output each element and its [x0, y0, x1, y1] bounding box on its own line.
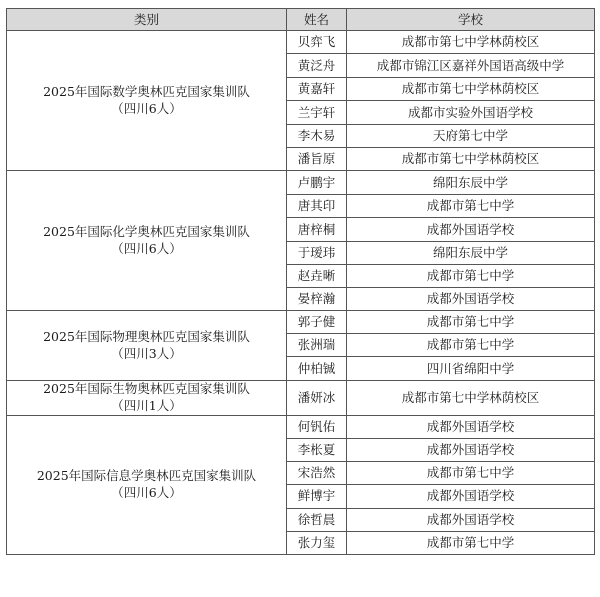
student-name-cell: 徐哲晨 — [287, 508, 347, 531]
category-title: 2025年国际信息学奥林匹克国家集训队 — [36, 467, 257, 483]
school-cell: 成都市第七中学 — [347, 265, 595, 288]
school-cell: 成都市第七中学 — [347, 195, 595, 218]
school-cell: 成都外国语学校 — [347, 415, 595, 438]
school-cell: 成都市第七中学 — [347, 461, 595, 484]
training-team-roster-table — [6, 8, 595, 555]
student-name-cell: 晏梓瀚 — [287, 288, 347, 311]
student-name-cell: 唐梓桐 — [287, 218, 347, 242]
category-count-note: （四川1人） — [111, 397, 182, 413]
table-row — [7, 381, 595, 416]
school-cell: 成都外国语学校 — [347, 484, 595, 508]
category-cell — [7, 171, 287, 311]
header-school: 学校 — [347, 9, 595, 31]
category-cell — [7, 311, 287, 381]
student-name-cell: 黄泛舟 — [287, 54, 347, 78]
header-category: 类别 — [7, 9, 287, 31]
school-cell: 成都市锦江区嘉祥外国语高级中学 — [347, 54, 595, 78]
school-cell: 成都外国语学校 — [347, 508, 595, 531]
student-name-cell: 潘旨原 — [287, 148, 347, 171]
category-title: 2025年国际化学奥林匹克国家集训队 — [43, 223, 250, 239]
student-name-cell: 卢鹏宇 — [287, 171, 347, 195]
student-name-cell: 张洲瑞 — [287, 334, 347, 357]
category-cell — [7, 381, 287, 416]
school-cell: 成都市第七中学林荫校区 — [347, 78, 595, 101]
student-name-cell: 赵垚晰 — [287, 265, 347, 288]
category-count-note: （四川6人） — [111, 100, 182, 116]
student-name-cell: 唐其印 — [287, 195, 347, 218]
student-name-cell: 兰宇轩 — [287, 101, 347, 125]
roster-body — [7, 31, 595, 555]
student-name-cell: 郭子健 — [287, 311, 347, 334]
header-name: 姓名 — [287, 9, 347, 31]
student-name-cell: 鲜博宇 — [287, 484, 347, 508]
table-row — [7, 171, 595, 195]
school-cell: 成都市第七中学 — [347, 311, 595, 334]
student-name-cell: 黄嘉轩 — [287, 78, 347, 101]
school-cell: 成都外国语学校 — [347, 438, 595, 461]
student-name-cell: 贝弈飞 — [287, 31, 347, 54]
category-title: 2025年国际数学奥林匹克国家集训队 — [43, 83, 250, 99]
category-cell — [7, 415, 287, 554]
student-name-cell: 仲柏铖 — [287, 357, 347, 381]
table-row — [7, 31, 595, 54]
school-cell: 成都市第七中学 — [347, 334, 595, 357]
school-cell: 成都市第七中学林荫校区 — [347, 381, 595, 416]
category-cell — [7, 31, 287, 171]
table-row — [7, 415, 595, 438]
school-cell: 四川省绵阳中学 — [347, 357, 595, 381]
school-cell: 成都市第七中学林荫校区 — [347, 31, 595, 54]
header-row — [7, 9, 595, 31]
student-name-cell: 张力玺 — [287, 531, 347, 554]
category-count-note: （四川6人） — [111, 484, 182, 500]
roster-table-container — [6, 8, 594, 555]
school-cell: 成都市第七中学 — [347, 531, 595, 554]
school-cell: 成都外国语学校 — [347, 218, 595, 242]
table-row — [7, 311, 595, 334]
student-name-cell: 何钒佑 — [287, 415, 347, 438]
school-cell: 成都外国语学校 — [347, 288, 595, 311]
school-cell: 成都市实验外国语学校 — [347, 101, 595, 125]
school-cell: 绵阳东辰中学 — [347, 242, 595, 265]
school-cell: 天府第七中学 — [347, 125, 595, 148]
student-name-cell: 于瑷玮 — [287, 242, 347, 265]
category-count-note: （四川3人） — [111, 345, 182, 361]
student-name-cell: 李枨夏 — [287, 438, 347, 461]
school-cell: 绵阳东辰中学 — [347, 171, 595, 195]
student-name-cell: 李木易 — [287, 125, 347, 148]
student-name-cell: 宋浩然 — [287, 461, 347, 484]
category-title: 2025年国际物理奥林匹克国家集训队 — [43, 328, 250, 344]
school-cell: 成都市第七中学林荫校区 — [347, 148, 595, 171]
category-count-note: （四川6人） — [111, 240, 182, 256]
category-title: 2025年国际生物奥林匹克国家集训队 — [43, 381, 250, 396]
student-name-cell: 潘妍冰 — [287, 381, 347, 416]
